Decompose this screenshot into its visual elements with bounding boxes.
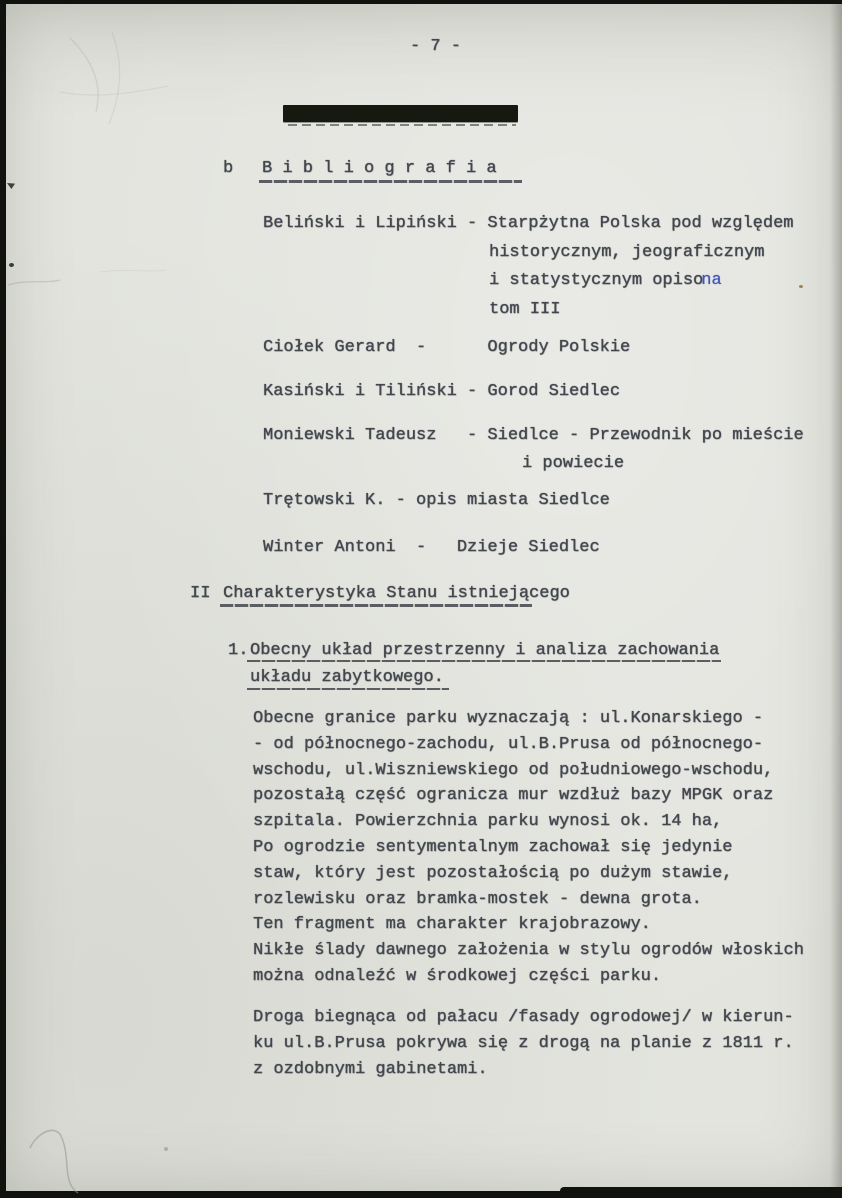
ink-speck <box>7 183 15 189</box>
paragraph1-line2: - od północnego-zachodu, ul.B.Prusa od północnego- <box>253 735 764 754</box>
paragraph1-line11: można odnaleźć w środkowej części parku. <box>253 967 662 986</box>
paragraph2-line1: Droga biegnąca od pałacu /fasady ogrodowej/ w kierun- <box>253 1008 794 1027</box>
scan-edge-right-shade <box>830 0 842 1198</box>
bib-entry1-blue-correction: na <box>701 271 722 290</box>
bib-entry4-line2: i powiecie <box>522 454 625 473</box>
paragraph2-line3: z ozdobnymi gabinetami. <box>253 1060 488 1079</box>
bib-entry3: Kasiński i Tiliński - Gorod Siedlec <box>263 382 621 401</box>
paragraph1-line4: pozostałą część ogranicza mur wzdłuż bazy MPGK oraz <box>253 786 774 805</box>
subsection-number: 1. <box>228 641 249 660</box>
bib-entry5: Trętowski K. - opis miasta Siedlce <box>263 491 610 510</box>
bibliography-heading-underline <box>259 180 522 183</box>
page-number: - 7 - <box>410 37 462 56</box>
paragraph1-line3: wschodu, ul.Wiszniewskiego od południowego-wschodu, <box>253 761 774 780</box>
redaction-underline <box>288 124 516 126</box>
scan-edge-left <box>0 0 6 1198</box>
bib-entry1-line1: Beliński i Lipiński - Starpżytna Polska pod względem <box>263 214 794 233</box>
bibliography-heading: B i b l i o g r a f i a <box>262 159 497 178</box>
redaction-bar <box>283 105 518 122</box>
subsection-title-line1: Obecny układ przestrzenny i analiza zachowania <box>250 641 720 660</box>
paragraph1-line9: Ten fragment ma charakter krajobrazowy. <box>253 915 651 934</box>
paragraph1-line6: Po ogrodzie sentymentalnym zachował się jedynie <box>253 838 733 857</box>
paragraph1-line7: staw, który jest pozostałością po dużym stawie, <box>253 864 733 883</box>
rust-speck <box>799 285 803 288</box>
scan-edge-top <box>0 0 842 4</box>
section-numeral: II <box>190 584 211 603</box>
subsection-underline-2 <box>247 688 449 690</box>
bib-entry6-text: Winter Antoni - Dzieje Siedlec <box>263 538 600 557</box>
scan-edge-bottom-right <box>560 1187 842 1198</box>
paragraph1-line1: Obecne granice parku wyznaczają : ul.Konarskiego - <box>253 709 764 728</box>
paragraph1-line8: rozlewisku oraz bramka-mostek - dewna grota. <box>253 890 702 909</box>
ink-speck <box>9 263 14 267</box>
subsection-underline-1 <box>247 660 721 662</box>
subsection-title-line2: układu zabytkowego. <box>250 668 444 687</box>
paragraph2-line2: ku ul.B.Prusa pokrywa się z drogą na planie z 1811 r. <box>253 1034 794 1053</box>
bib-entry1-line4: tom III <box>489 300 561 319</box>
section-title-underline <box>220 604 532 607</box>
bibliography-label: b <box>223 159 234 178</box>
section-title: Charakterystyka Stanu istniejącego <box>223 584 570 603</box>
bib-entry1-line3-typed: i statystycznym opiso <box>489 271 704 290</box>
bib-entry1-line2: historycznym, jeograficznym <box>489 243 765 262</box>
paragraph1-line10: Nikłe ślady dawnego założenia w stylu ogrodów włoskich <box>253 941 804 960</box>
paragraph1-line5: szpitala. Powierzchnia parku wynosi ok. 14 ha, <box>253 812 723 831</box>
pencil-dot <box>164 1147 168 1151</box>
bib-entry4-line1: Moniewski Tadeusz - Siedlce - Przewodnik po mieście <box>263 426 804 445</box>
bib-entry2: Ciołek Gerard - Ogrody Polskie <box>263 338 631 357</box>
bib-entry1-line3 <box>489 270 722 292</box>
